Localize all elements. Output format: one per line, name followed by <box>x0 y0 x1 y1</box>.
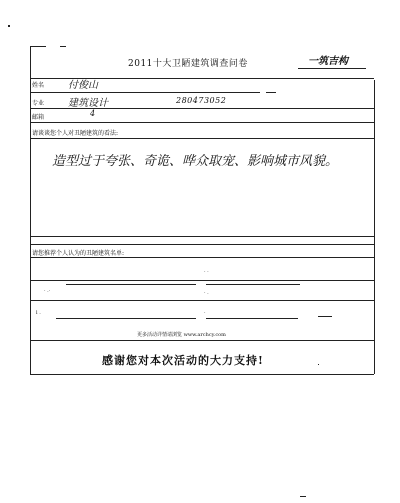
question-1-answer: 造型过于夸张、奇诡、哗众取宠、影响城市风貌。 <box>52 154 339 169</box>
major-value: 建筑设计 <box>68 98 108 109</box>
scan-speck <box>8 25 10 27</box>
list-rule-3 <box>30 300 374 301</box>
major-rule <box>30 108 374 109</box>
form-right-border <box>374 80 375 374</box>
corner-mark <box>60 46 66 47</box>
footer-rule <box>30 340 374 341</box>
question-2-rule <box>30 257 374 258</box>
form-left-border <box>30 46 31 374</box>
question-1-label: 请谈谈您个人对丑陋建筑的看法: <box>32 130 119 137</box>
name-label: 姓名 <box>32 82 45 89</box>
form-title: 2011十大卫陋建筑调查问卷 <box>128 59 248 69</box>
question-1-rule <box>30 138 374 139</box>
list-rule-4c <box>318 316 332 317</box>
email-label: 邮箱 <box>32 114 45 121</box>
name-value: 付俊山 <box>68 80 98 91</box>
list-rule-2a <box>66 284 196 285</box>
list-mark-5: · <box>204 310 206 316</box>
list-mark-4: l . <box>36 310 41 316</box>
list-rule-4a <box>56 318 196 319</box>
list-rule-4b <box>206 318 298 319</box>
logo: 一筑吉构 <box>308 56 348 67</box>
list-rule-2b <box>206 284 300 285</box>
id-number: 280473052 <box>176 96 227 105</box>
thanks-message: 感谢您对本次活动的大力支持! <box>102 354 264 367</box>
answer-rule-2 <box>30 244 374 245</box>
email-value: 4 <box>90 109 96 118</box>
name-rule-tail <box>266 92 276 93</box>
major-label: 专业 <box>32 100 45 107</box>
form-top-border <box>30 46 46 47</box>
scan-line <box>300 496 306 497</box>
list-mark-1: . . <box>204 268 209 274</box>
answer-rule-1 <box>30 236 374 237</box>
logo-underline <box>298 68 366 69</box>
name-rule <box>30 92 260 93</box>
question-2-label: 请您推荐个人认为的丑陋建筑名单: <box>32 250 125 257</box>
list-rule-2c <box>296 280 302 281</box>
form-bottom-border <box>30 374 374 375</box>
list-mark-3: · . <box>204 290 209 296</box>
email-rule <box>30 122 374 123</box>
website-line: 更多活动详情请浏览 www.archcy.com <box>137 332 226 338</box>
list-rule-1 <box>30 280 374 281</box>
thanks-speck <box>318 364 319 365</box>
list-mark-2: · .· <box>44 288 51 294</box>
